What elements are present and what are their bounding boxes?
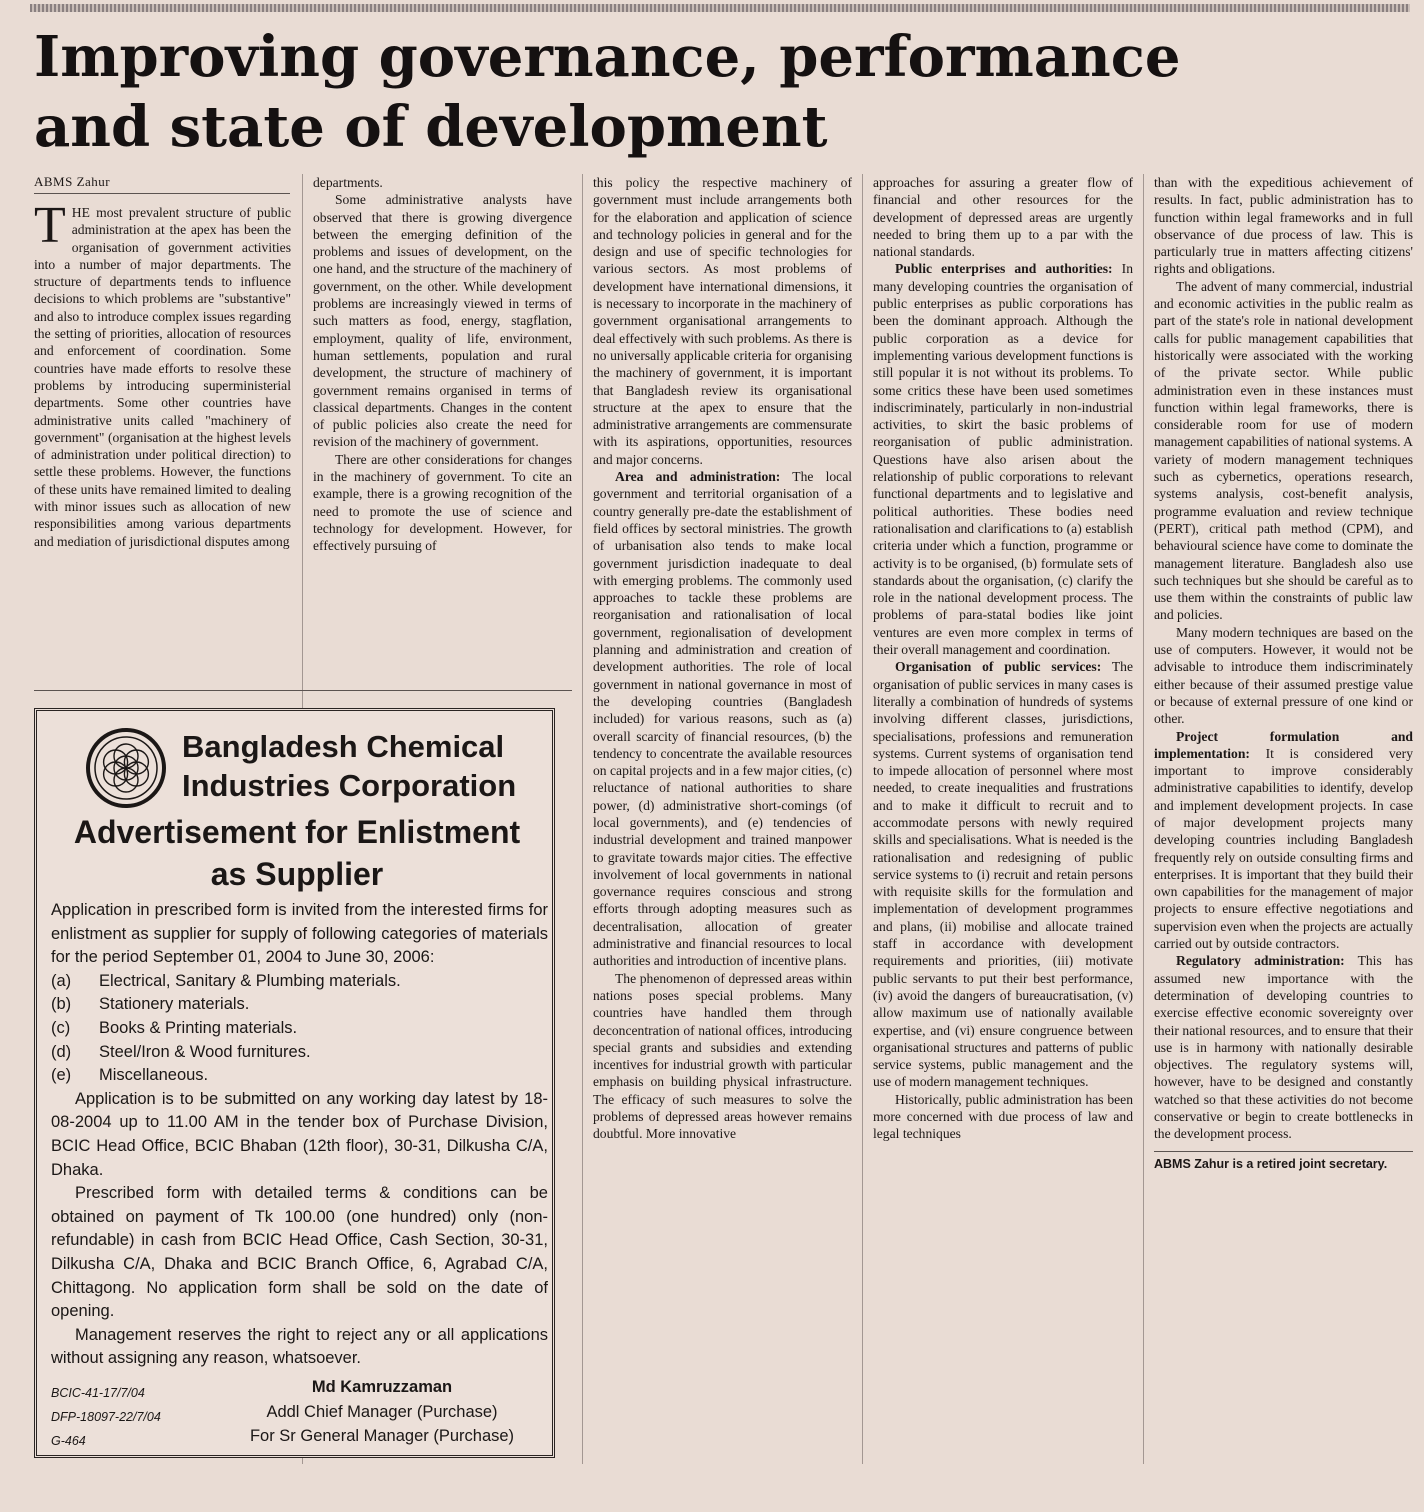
column-rule xyxy=(862,174,863,1464)
article-paragraph: Some administrative analysts have observed that there is growing divergence between the emerging definition of the problems and issues of development, on the one hand, and the structure of the machinery of government, on the other. While development problems are increasingly viewed in terms of such matters as food, energy, stagflation, employment, quality of life, environment, human settlements, population and rural development, the structure of machinery of government remains organised in terms of classical departments. Changes in the content of public policies also create the need for revision of the machinery of government. xyxy=(313,192,572,450)
column-rule xyxy=(1143,174,1144,1464)
ad-intro: Application in prescribed form is invited from the interested firms for enlistment as supplier for supply of following categories of materials for the period September 01, 2004 to June 30, 2006: xyxy=(51,901,548,967)
article-column-5 xyxy=(1154,174,1413,1474)
article-column-1 xyxy=(34,204,291,670)
article-paragraph: Public enterprises and authorities: In many developing countries the organisation of public enterprises as public corporations has been the dominant approach. Although the public corporation as a device for implementing various development functions is still popular it is not without its problems. To some critics these have been used sometimes indiscriminately, particularly in non-industrial activities, to skirt the basic problems of reorganisation of public administration. Questions have also arisen about the relationship of public corporations to relevant functional departments and to legislative and political authorities. These bodies need rationalisation and clarifications to (a) establish criteria under which a function, programme or activity is to be organised, (b) formulate sets of standards about the organisation, (c) clarify the role in the national development process. The problems of para-statal bodies like joint ventures are even more complex in terms of their overall management and coordination. xyxy=(873,261,1133,658)
article-paragraph: There are other considerations for changes in the machinery of government. To cite an example, there is a growing recognition of the need to promote the use of science and technology for development. However, for effectively pursuing of xyxy=(313,451,572,554)
drop-cap: T xyxy=(34,204,66,254)
list-item: (a) Electrical, Sanitary & Plumbing materials. xyxy=(51,971,401,990)
article-paragraph: The phenomenon of depressed areas within nations poses special problems. Many countries have handled them through deconcentration of national offices, introducing special grants and subsidies and extending incentives for industrial growth with particular emphasis on building physical infrastructure. The efficacy of such measures to solve the problems of depressed areas however remains doubtful. More innovative xyxy=(593,970,852,1142)
subhead: Public enterprises and authorities: xyxy=(895,261,1113,277)
list-item: (c) Books & Printing materials. xyxy=(51,1018,298,1037)
masthead-rule xyxy=(30,4,1410,12)
article-paragraph: The advent of many commercial, industrial and economic activities in the public realm as part of the state's role in national development calls for public management capabilities that historically were associated with the working of the private sector. While public administration even in these instances must function within legal frameworks, there is considerable room for use of modern management capabilities of national systems. A variety of modern management techniques such as cybernetics, operations research, systems analysis, cost-benefit analysis, programme evaluation and review technique (PERT), critical path method (CPM), and behavioural science have come to dominate the management literature. Bangladesh also use such techniques but she should be careful as to use them within the constraints of public law and policies. xyxy=(1154,278,1413,623)
byline: ABMS Zahur xyxy=(34,174,290,194)
article-paragraph: Historically, public administration has been more concerned with due process of law and legal techniques xyxy=(873,1091,1133,1142)
article-column-2 xyxy=(313,174,572,668)
list-item: (b) Stationery materials. xyxy=(51,995,250,1014)
column-rule xyxy=(582,174,583,1464)
ad-reservation-note: Management reserves the right to reject any or all applications without assigning any reason, whatsoever. xyxy=(51,1325,548,1368)
ad-submission-note: Application is to be submitted on any working day latest by 18-08-2004 up to 11.00 AM in the tender box of Purchase Division, BCIC Head Office, BCIC Bhaban (12th floor), 30-31, Dilkusha C/A, Dhaka. xyxy=(51,1089,548,1179)
article-paragraph: Regulatory administration: This has assumed new importance with the determination of developing countries to exercise effective economic sovereignty over their national resources, and to ensure that their use is in harmony with nationally desirable objectives. The regulatory systems will, however, have to be designed and constantly watched so that these activities do not become conservative or begin to create bottlenecks in the development process. xyxy=(1154,953,1413,1142)
subhead: Area and administration: xyxy=(615,469,781,485)
article-paragraph: than with the expeditious achievement of results. In fact, public administration has to function within legal frameworks and in full observance of due process of law. This is particularly true in matters affecting citizens' rights and obligations. xyxy=(1154,175,1413,277)
subhead: Project formulation and implementation: xyxy=(1154,728,1413,761)
list-item: (e) Miscellaneous. xyxy=(51,1066,209,1085)
article-headline: Improving governance, performance and state of development xyxy=(34,24,1181,160)
article-paragraph: Area and administration: The local government and territorial organisation of a country generally pre-date the establishment of field offices by sectoral ministries. The growth of urbanisation also tends to make local government jurisdiction inadequate to deal with emerging problems. The commonly used approaches to tackle these problems are reorganisation and rationalisation of local government, regionalisation of development planning and administration and creation of development authorities. The role of local government in national governance in most of the developing countries (Bangladesh included) for various reasons, such as (a) overall scarcity of financial resources, (b) the tendency to concentrate the available resources on capital projects and in a few major cities, (c) reluctance of national authorities to share power, (d) administrative short-comings (of local governments), and (e) tendencies of industrial development and trained manpower to gravitate towards major cities. The effective involvement of local governments in national governance requires conscious and strong efforts through adopting measures such as decentralisation, allocation of greater administrative and financial resources to local authorities and introduction of incentive plans. xyxy=(593,469,852,969)
subhead: Regulatory administration: xyxy=(1176,953,1345,969)
ad-separator xyxy=(34,690,572,691)
advertiser-name: Bangladesh Chemical Industries Corporation xyxy=(182,729,517,803)
ad-footer xyxy=(51,1375,548,1455)
ad-title: Advertisement for Enlistment as Supplier xyxy=(73,814,521,892)
bcic-emblem-icon xyxy=(85,727,167,809)
bcic-advertisement xyxy=(34,708,555,1458)
article-paragraph: Organisation of public services: The organisation of public services in many cases is literally a combination of hundreds of systems involving different classes, jurisdictions, specialisations, professions and remuneration systems. Current systems of organisation tend to impede allocation of personnel where most needed, to create inequalities and frustrations and to make it difficult to recruit and to accommodate persons with newly required skills and specialisations. What is needed is the rationalisation and redesigning of public service systems to (i) recruit and retain persons with requisite skills for the formulation and implementation of development programmes and plans, (ii) mobilise and allocate trained staff in accordance with development requirements and priorities, (iii) motivate public servants to put their best performance, (iv) avoid the dangers of bureaucratisation, (v) allow maximum use of nationally available expertise, and (vi) ensure congruence between organisational structures and patterns of public service systems, public management and the use of modern management techniques. xyxy=(873,659,1133,1090)
article-paragraph: approaches for assuring a greater flow of financial and other resources for the development of depressed areas are urgently needed to bring them up to a par with the national standards. xyxy=(873,175,1133,260)
list-item: (d) Steel/Iron & Wood furnitures. xyxy=(51,1042,311,1061)
article-paragraph: Project formulation and implementation: It is considered very important to improve considerably administrative capabilities to identify, develop and implement development projects. In case of major development projects many developing countries including Bangladesh frequently rely on outside consulting firms and enterprises. It is important that they build their own capabilities for the management of major projects to ensure effective negotiations and supervision even when the projects are actually carried out by outside contractors. xyxy=(1154,728,1413,952)
subhead: Organisation of public services: xyxy=(895,659,1102,675)
article-column-4 xyxy=(873,174,1133,1464)
author-note: ABMS Zahur is a retired joint secretary. xyxy=(1154,1151,1413,1173)
article-paragraph: departments. xyxy=(313,175,383,190)
signatory: Md Kamruzzaman Addl Chief Manager (Purchase) For Sr General Manager (Purchase) xyxy=(249,1378,515,1445)
article-column-3 xyxy=(593,174,852,1464)
article-paragraph: THE most prevalent structure of public administration at the apex has been the organisation of government activities into a number of major departments. The structure of departments tends to influence decisions to which problems are "substantive" and also to introduce complex issues regarding the setting of priorities, allocation of resources and enforcement of coordination. Some countries have made efforts to resolve these problems by introducing superministerial departments. Some other countries have administrative units called "machinery of government" (organisation at the highest levels of administration under political direction) to settle these problems. However, the functions of these units have remained limited to dealing with minor issues such as allocation of new responsibilities among various departments and mediation of jurisdictional disputes among xyxy=(34,204,291,549)
reference-numbers: BCIC-41-17/7/04 DFP-18097-22/7/04 G-464 xyxy=(51,1386,161,1448)
ad-form-note: Prescribed form with detailed terms & conditions can be obtained on payment of Tk 100.00 (one hundred) only (non-refundable) in cash from BCIC Head Office, Cash Section, 30-31, Dilkusha C/A, Dhaka and BCIC Branch Office, 6, Agrabad C/A, Chittagong. No application form shall be sold on the date of opening. xyxy=(51,1184,548,1321)
ad-body xyxy=(51,899,548,1371)
article-paragraph: this policy the respective machinery of government must include arrangements both for the elaboration and application of science and technology policies in general and for the design and use of specific technologies for various sectors. As most problems of development have international dimensions, it is necessary to incorporate in the machinery of government organisational arrangements to deal effectively with such problems. As there is no universally applicable criteria for organising the machinery of government, it is important that Bangladesh review its organisational structure at the apex to ensure that the administrative arrangements are commensurate with its aspirations, opportunities, resources and major concerns. xyxy=(593,175,852,467)
category-list xyxy=(51,970,548,1088)
article-paragraph: Many modern techniques are based on the use of computers. However, it would not be advisable to introduce them indiscriminately either because of their assumed prestige value or because of external pressure of one kind or other. xyxy=(1154,624,1413,727)
